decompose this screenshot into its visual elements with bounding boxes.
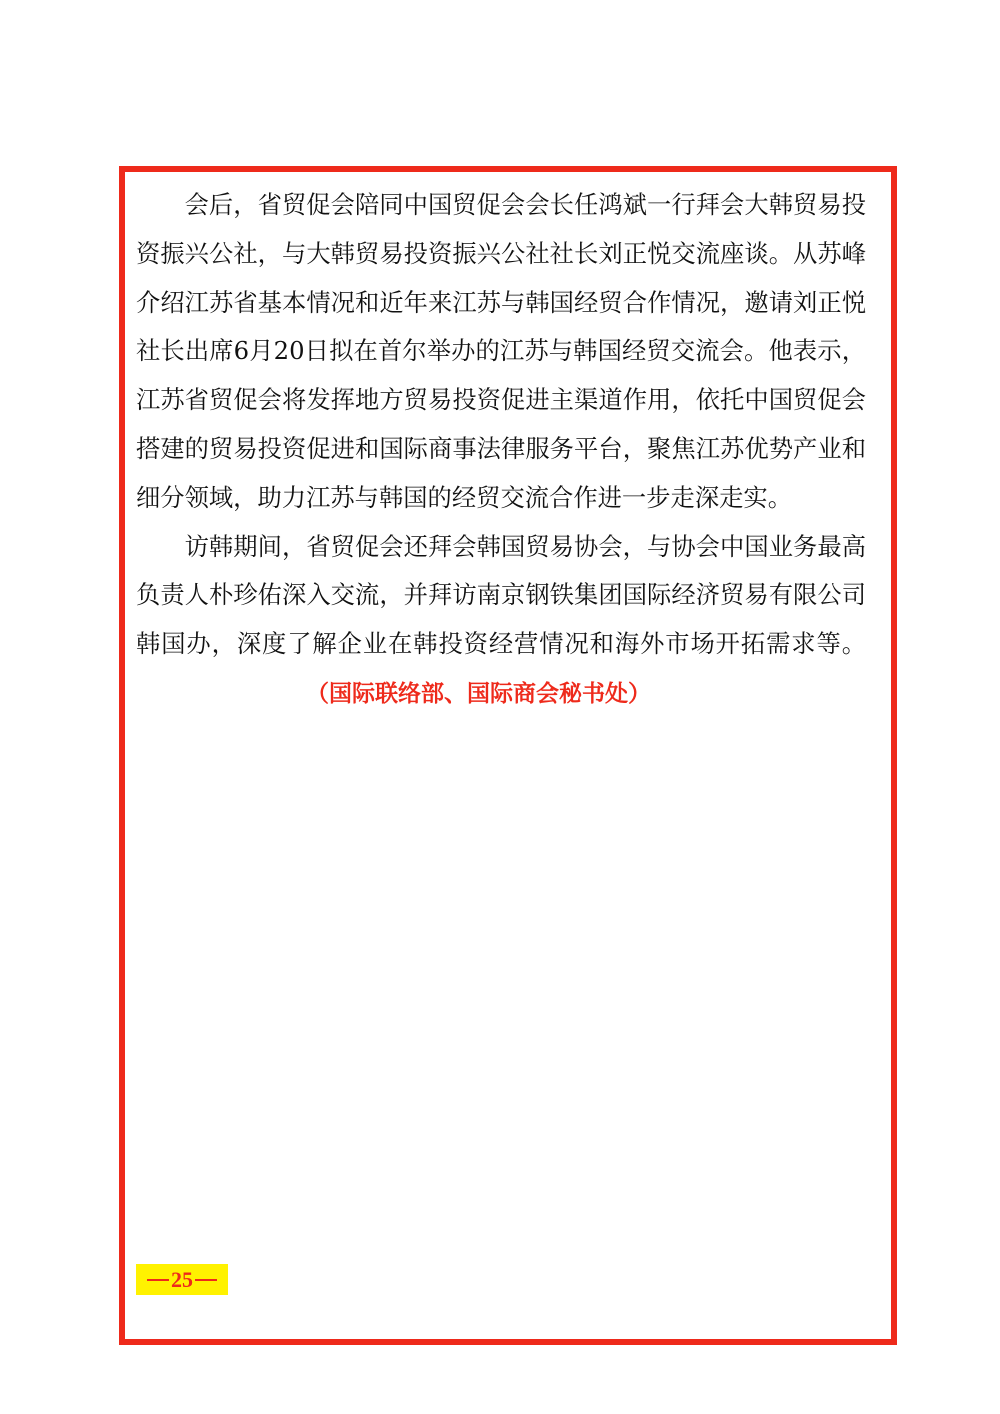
document-body [136,181,866,719]
page-number: 25 [171,1266,193,1292]
paragraph-2-text: 访韩期间，省贸促会还拜会韩国贸易协会，与协会中国业务最高负责人朴珍佑深入交流，并拜访南京钢铁集团国际经济贸易有限公司韩国办，深度了解企业在韩投资经营情况和海外市场开拓需求等。 [136,531,866,659]
department-signature: （国际联络部、国际商会秘书处） [306,680,651,707]
page-number-badge [136,1264,228,1295]
paragraph-1: 会后，省贸促会陪同中国贸促会会长任鸿斌一行拜会大韩贸易投资振兴公社，与大韩贸易投资振兴公社社长刘正悦交流座谈。从苏峰介绍江苏省基本情况和近年来江苏与韩国经贸合作情况，邀请刘正悦社长出席6月20日拟在首尔举办的江苏与韩国经贸交流会。他表示，江苏省贸促会将发挥地方贸易投资促进主渠道作用，依托中国贸促会搭建的贸易投资促进和国际商事法律服务平台，聚焦江苏优势产业和细分领域，助力江苏与韩国的经贸交流合作进一步走深走实。 [136,190,866,512]
page-number-right-dash [195,1279,217,1281]
paragraph-2 [136,523,866,719]
page-number-left-dash [147,1279,169,1281]
